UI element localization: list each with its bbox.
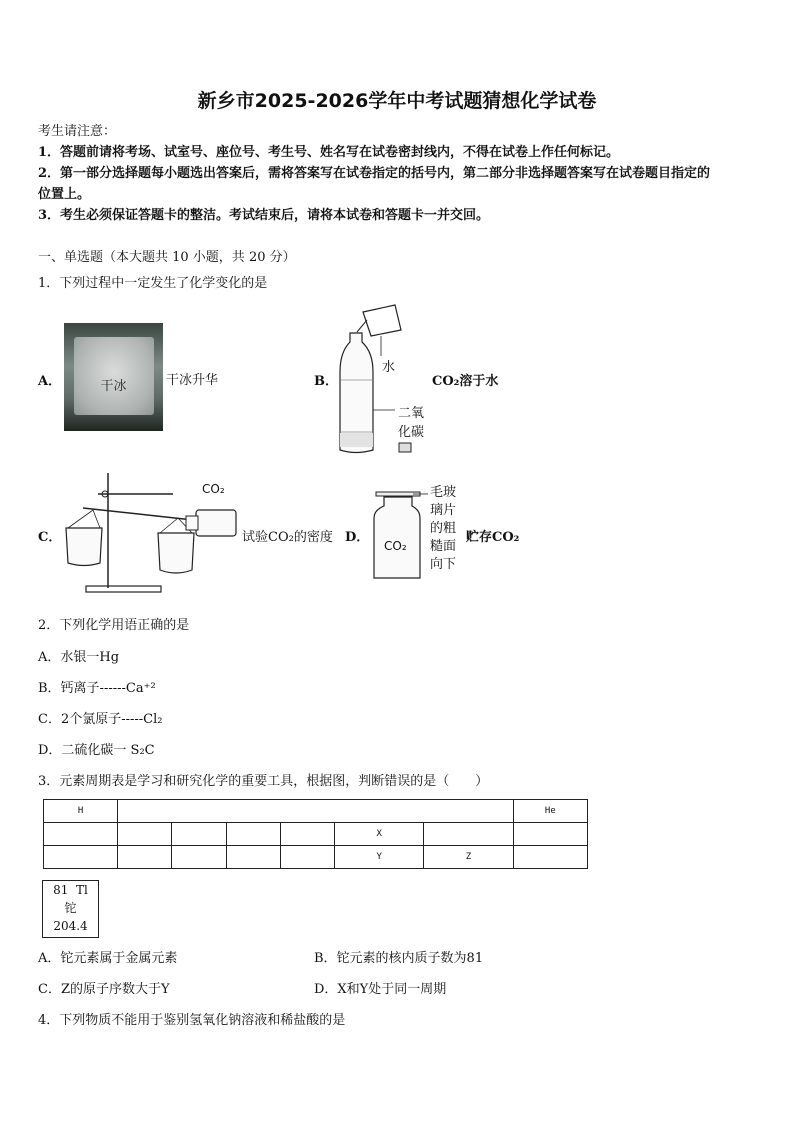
- notice-heading: 考生请注意：: [38, 124, 117, 139]
- table-row: [44, 823, 588, 846]
- left-paper-bag: [66, 528, 102, 566]
- jar-co2-label: CO₂: [384, 539, 407, 553]
- bottle-neck: [186, 516, 198, 530]
- table-cell: [118, 800, 513, 823]
- right-paper-bag: [158, 533, 194, 573]
- q1-option-c-label: C．: [38, 530, 62, 545]
- notice-item-2: 2．第一部分选择题每小题选出答案后，需将答案写在试卷指定的括号内，第二部分非选择题答案写在试卷题目指定的: [38, 166, 711, 181]
- table-cell: [172, 846, 226, 869]
- q3-option-a: A．铊元素属于金属元素: [38, 951, 178, 966]
- tl-mass: 204.4: [53, 919, 88, 933]
- q1-option-a-label: A．: [38, 374, 62, 389]
- water-label: 水: [382, 360, 396, 375]
- table-cell: [513, 823, 587, 846]
- cell-z: Z: [424, 846, 513, 869]
- gas-jar: [374, 497, 420, 578]
- beaker-shape: [363, 305, 401, 336]
- dry-ice-photo: [64, 323, 163, 431]
- periodic-table-fragment: [43, 799, 588, 869]
- cell-x: X: [335, 823, 424, 846]
- section-heading: 一、单选题（本大题共 10 小题，共 20 分）: [38, 250, 296, 265]
- q4-stem: 4．下列物质不能用于鉴别氢氧化钠溶液和稀盐酸的是: [38, 1013, 346, 1028]
- table-cell: [44, 846, 118, 869]
- thallium-element-card: [42, 880, 99, 938]
- q2-option-d: D．二硫化碳一 S₂C: [38, 743, 155, 758]
- tl-symbol: Tl: [76, 883, 88, 897]
- left-string-2: [93, 510, 100, 528]
- cell-h: H: [44, 800, 118, 823]
- notice-item-3: 3．考生必须保证答题卡的整洁。考试结束后，请将本试卷和答题卡一并交回。: [38, 208, 490, 223]
- table-cell: [118, 846, 172, 869]
- q1-option-d-label: D．: [345, 530, 370, 545]
- q1-option-b-label: B．: [314, 374, 338, 389]
- table-cell: [172, 823, 226, 846]
- notice-item-2-cont: 位置上。: [38, 187, 91, 202]
- q2-option-c: C．2个氯原子-----Cl₂: [38, 712, 163, 727]
- water-stream: [357, 320, 367, 332]
- bottle-cap: [399, 443, 411, 452]
- lid-label-4: 糙面: [430, 539, 457, 554]
- dry-ice-label: 干冰: [100, 379, 127, 394]
- table-cell: [118, 823, 172, 846]
- gas-jar-diagram: [368, 488, 428, 584]
- tl-name: 铊: [64, 901, 77, 915]
- table-cell: [424, 823, 513, 846]
- co2-label-line1: 二氧: [398, 406, 425, 421]
- co2-gas-bottle: [196, 510, 236, 536]
- q3-stem: 3．元素周期表是学习和研究化学的重要工具，根据图，判断错误的是（ ）: [38, 774, 489, 789]
- q1-option-a-caption: 干冰升华: [166, 373, 219, 388]
- table-row: [44, 846, 588, 869]
- q2-option-b: B．钙离子------Ca⁺²: [38, 681, 156, 696]
- page-title: 新乡市2025-2026学年中考试题猜想化学试卷: [197, 90, 597, 112]
- water-in-bottle: [340, 433, 373, 447]
- q1-stem: 1．下列过程中一定发生了化学变化的是: [38, 276, 268, 291]
- stand-base: [86, 586, 161, 592]
- tl-top-row: [43, 881, 98, 899]
- table-cell: [280, 823, 334, 846]
- left-string: [68, 510, 93, 528]
- lid-label-2: 璃片: [430, 503, 457, 518]
- table-cell: [44, 823, 118, 846]
- table-cell: [226, 823, 280, 846]
- q3-option-b: B．铊元素的核内质子数为81: [314, 951, 484, 966]
- lid-label-3: 的粗: [430, 521, 457, 536]
- co2-label-line2: 化碳: [398, 425, 425, 440]
- table-row: [44, 800, 588, 823]
- right-string: [160, 518, 178, 533]
- table-cell: [226, 846, 280, 869]
- tl-atomic-number: 81: [53, 883, 69, 897]
- co2-gas-label: CO₂: [202, 482, 225, 496]
- table-cell: [280, 846, 334, 869]
- table-cell: [513, 846, 587, 869]
- lid-label-5: 向下: [430, 557, 457, 572]
- lid-label-1: 毛玻: [430, 485, 457, 500]
- notice-item-1: 1．答题前请将考场、试室号、座位号、考生号、姓名写在试卷密封线内，不得在试卷上作任何标记。: [38, 145, 620, 160]
- q2-option-a: A．水银一Hg: [38, 650, 120, 665]
- cell-y: Y: [335, 846, 424, 869]
- q3-option-d: D．X和Y处于同一周期: [314, 982, 447, 997]
- q1-option-c-caption: 试验CO₂的密度: [242, 530, 333, 545]
- balance-beam: [83, 508, 193, 520]
- q3-option-c: C．Z的原子序数大于Y: [38, 982, 170, 997]
- q2-stem: 2．下列化学用语正确的是: [38, 618, 190, 633]
- q1-option-d-caption: 贮存CO₂: [466, 530, 520, 545]
- cell-he: He: [513, 800, 587, 823]
- q1-option-b-caption: CO₂溶于水: [432, 374, 499, 389]
